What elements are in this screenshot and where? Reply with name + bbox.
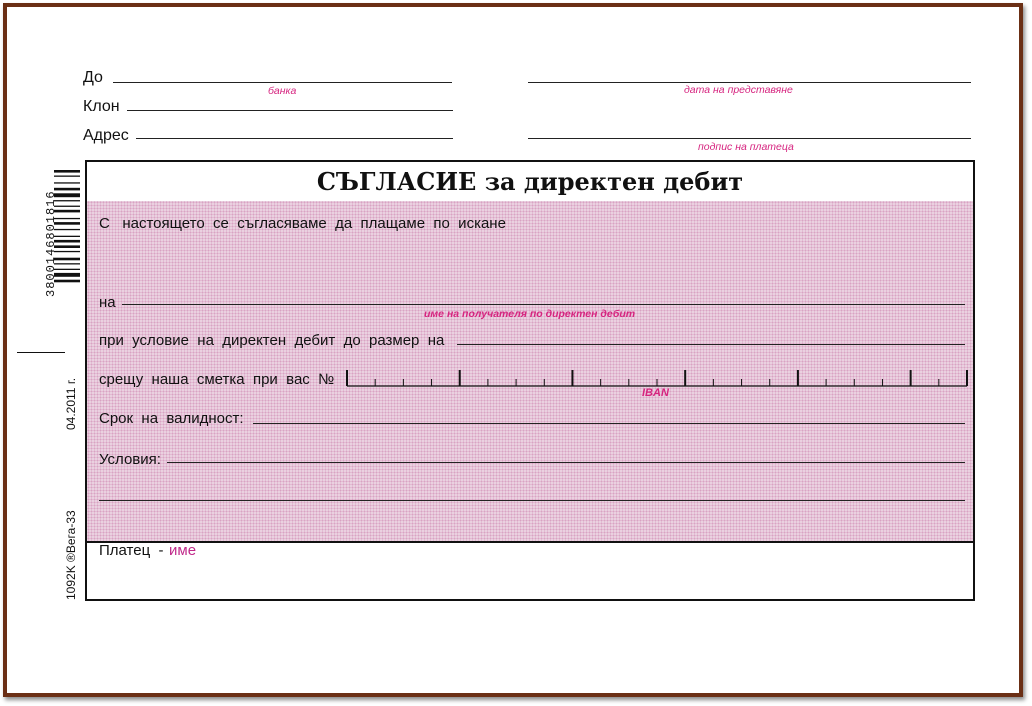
payer-name-hint: име <box>169 542 197 559</box>
form-body <box>87 201 973 543</box>
do-label: До <box>83 69 103 86</box>
title-main: СЪГЛАСИЕ <box>316 167 477 196</box>
recipient-line[interactable] <box>122 304 965 305</box>
intro-text: С настоящето се съгласяваме да плащаме по искане <box>99 215 506 232</box>
form-title <box>317 167 743 196</box>
date-line[interactable] <box>528 82 971 83</box>
date-code: 04.2011 г. <box>64 377 78 430</box>
validity-label: Срок на валидност: <box>99 410 244 427</box>
publisher-code: 1092K ®Вега-33 <box>64 510 78 600</box>
address-line[interactable] <box>136 138 453 139</box>
conditions-line-1[interactable] <box>167 462 965 463</box>
adres-label: Адрес <box>83 127 129 144</box>
recipient-caption: име на получателя по директен дебит <box>424 308 636 320</box>
limit-amount-line[interactable] <box>457 344 965 345</box>
account-label: срещу наша сметка при вас № <box>99 371 335 388</box>
validity-line[interactable] <box>253 423 965 424</box>
conditions-label: Условия: <box>99 451 161 468</box>
iban-boxes[interactable] <box>345 367 970 389</box>
signature-line[interactable] <box>528 138 971 139</box>
title-rest: за директен дебит <box>476 167 744 196</box>
iban-caption: IBAN <box>642 387 669 399</box>
barcode-digits: 3800146801816 <box>44 190 58 298</box>
branch-line[interactable] <box>127 110 453 111</box>
klon-label: Клон <box>83 98 120 115</box>
na-label: на <box>99 294 116 311</box>
signature-caption: подпис на платеца <box>698 141 794 153</box>
side-cut-line <box>17 352 65 353</box>
bank-caption: банка <box>268 85 297 97</box>
form-title-bar <box>87 162 973 203</box>
debit-consent-form <box>85 160 975 601</box>
bank-line[interactable] <box>113 82 452 83</box>
date-caption: дата на представяне <box>684 84 793 96</box>
limit-label: при условие на директен дебит до размер на <box>99 332 445 349</box>
payer-label: Платец - <box>99 542 164 559</box>
conditions-line-2[interactable] <box>99 500 965 501</box>
